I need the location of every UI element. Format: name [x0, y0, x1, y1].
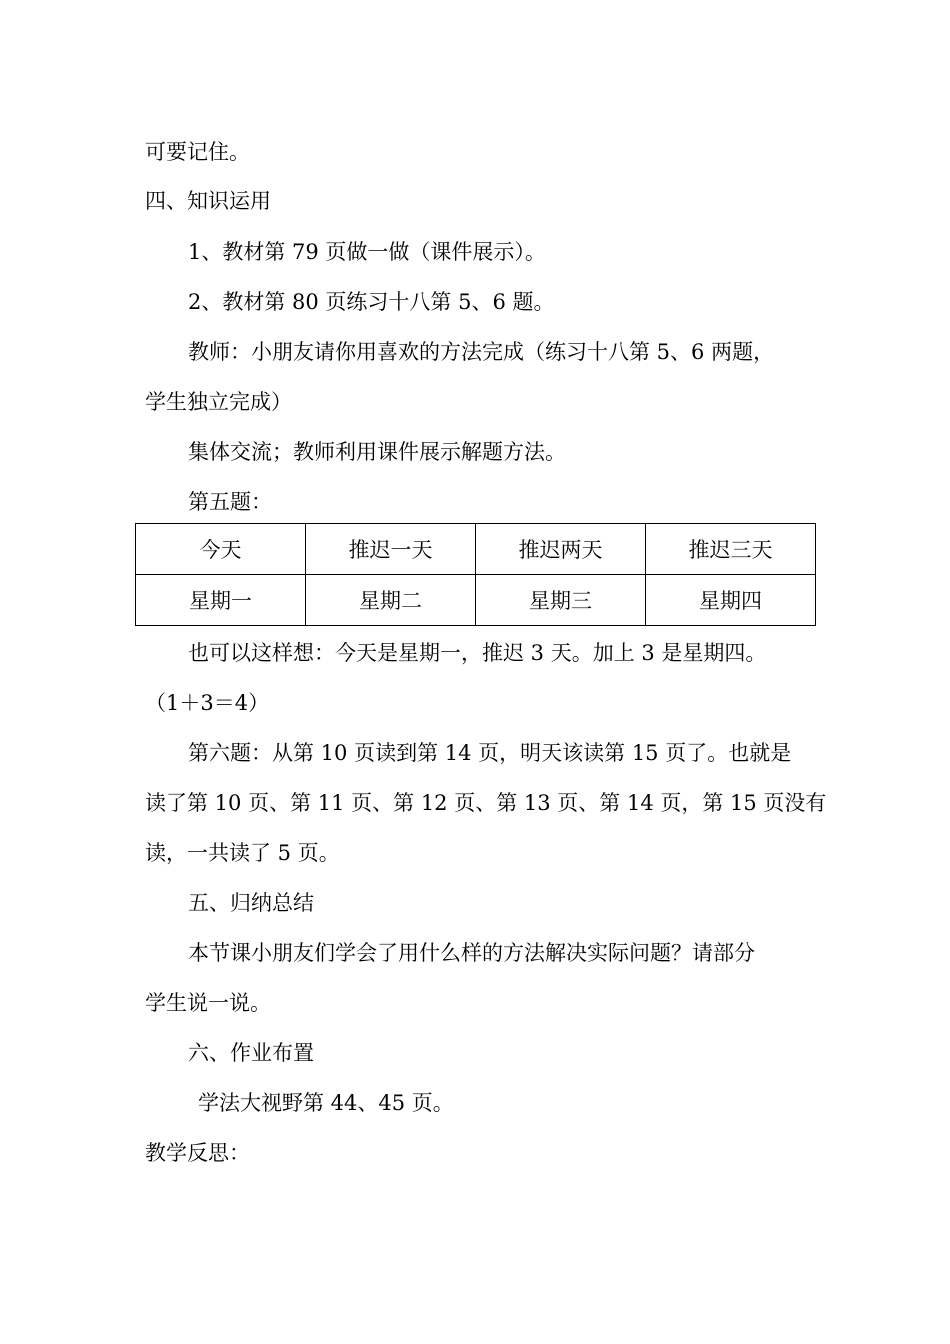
text-line-remember: 可要记住。: [145, 140, 250, 164]
table-cell: 推迟三天: [646, 524, 816, 575]
text-line-problem-6-cont: 读了第 10 页、第 11 页、第 12 页、第 13 页、第 14 页，第 15 页没有: [145, 791, 827, 815]
table-cell: 推迟两天: [476, 524, 646, 575]
section-heading-homework: 六、作业布置: [188, 1041, 314, 1065]
text-line-teacher-instruction: 教师：小朋友请你用喜欢的方法完成（练习十八第 5、6 两题，: [188, 340, 775, 364]
table-cell: 星期二: [306, 575, 476, 626]
text-line-item-1: 1、教材第 79 页做一做（课件展示）。: [188, 240, 546, 264]
text-line-summary-cont: 学生说一说。: [145, 991, 271, 1015]
text-line-problem-5-label: 第五题：: [188, 490, 272, 514]
text-line-reflection: 教学反思：: [145, 1141, 250, 1165]
section-heading-summary: 五、归纳总结: [188, 891, 314, 915]
weekday-table: [135, 523, 816, 626]
table-row: [136, 575, 816, 626]
text-line-summary: 本节课小朋友们学会了用什么样的方法解决实际问题？请部分: [188, 941, 755, 965]
text-line-alternative-thinking: 也可以这样想：今天是星期一，推迟 3 天。加上 3 是星期四。: [188, 641, 767, 665]
text-line-equation: （1＋3＝4）: [145, 691, 270, 715]
text-line-item-2: 2、教材第 80 页练习十八第 5、6 题。: [188, 290, 555, 314]
text-line-teacher-instruction-cont: 学生独立完成）: [145, 390, 292, 414]
text-line-homework: 学法大视野第 44、45 页。: [198, 1091, 454, 1115]
text-line-problem-6: 第六题：从第 10 页读到第 14 页，明天该读第 15 页了。也就是: [188, 741, 792, 765]
table-cell: 今天: [136, 524, 306, 575]
section-heading-knowledge-application: 四、知识运用: [145, 189, 271, 213]
table-cell: 星期一: [136, 575, 306, 626]
text-line-group-exchange: 集体交流；教师利用课件展示解题方法。: [188, 440, 566, 464]
table-cell: 星期四: [646, 575, 816, 626]
text-line-problem-6-end: 读，一共读了 5 页。: [145, 841, 340, 865]
table-header-row: [136, 524, 816, 575]
table-cell: 推迟一天: [306, 524, 476, 575]
table-cell: 星期三: [476, 575, 646, 626]
